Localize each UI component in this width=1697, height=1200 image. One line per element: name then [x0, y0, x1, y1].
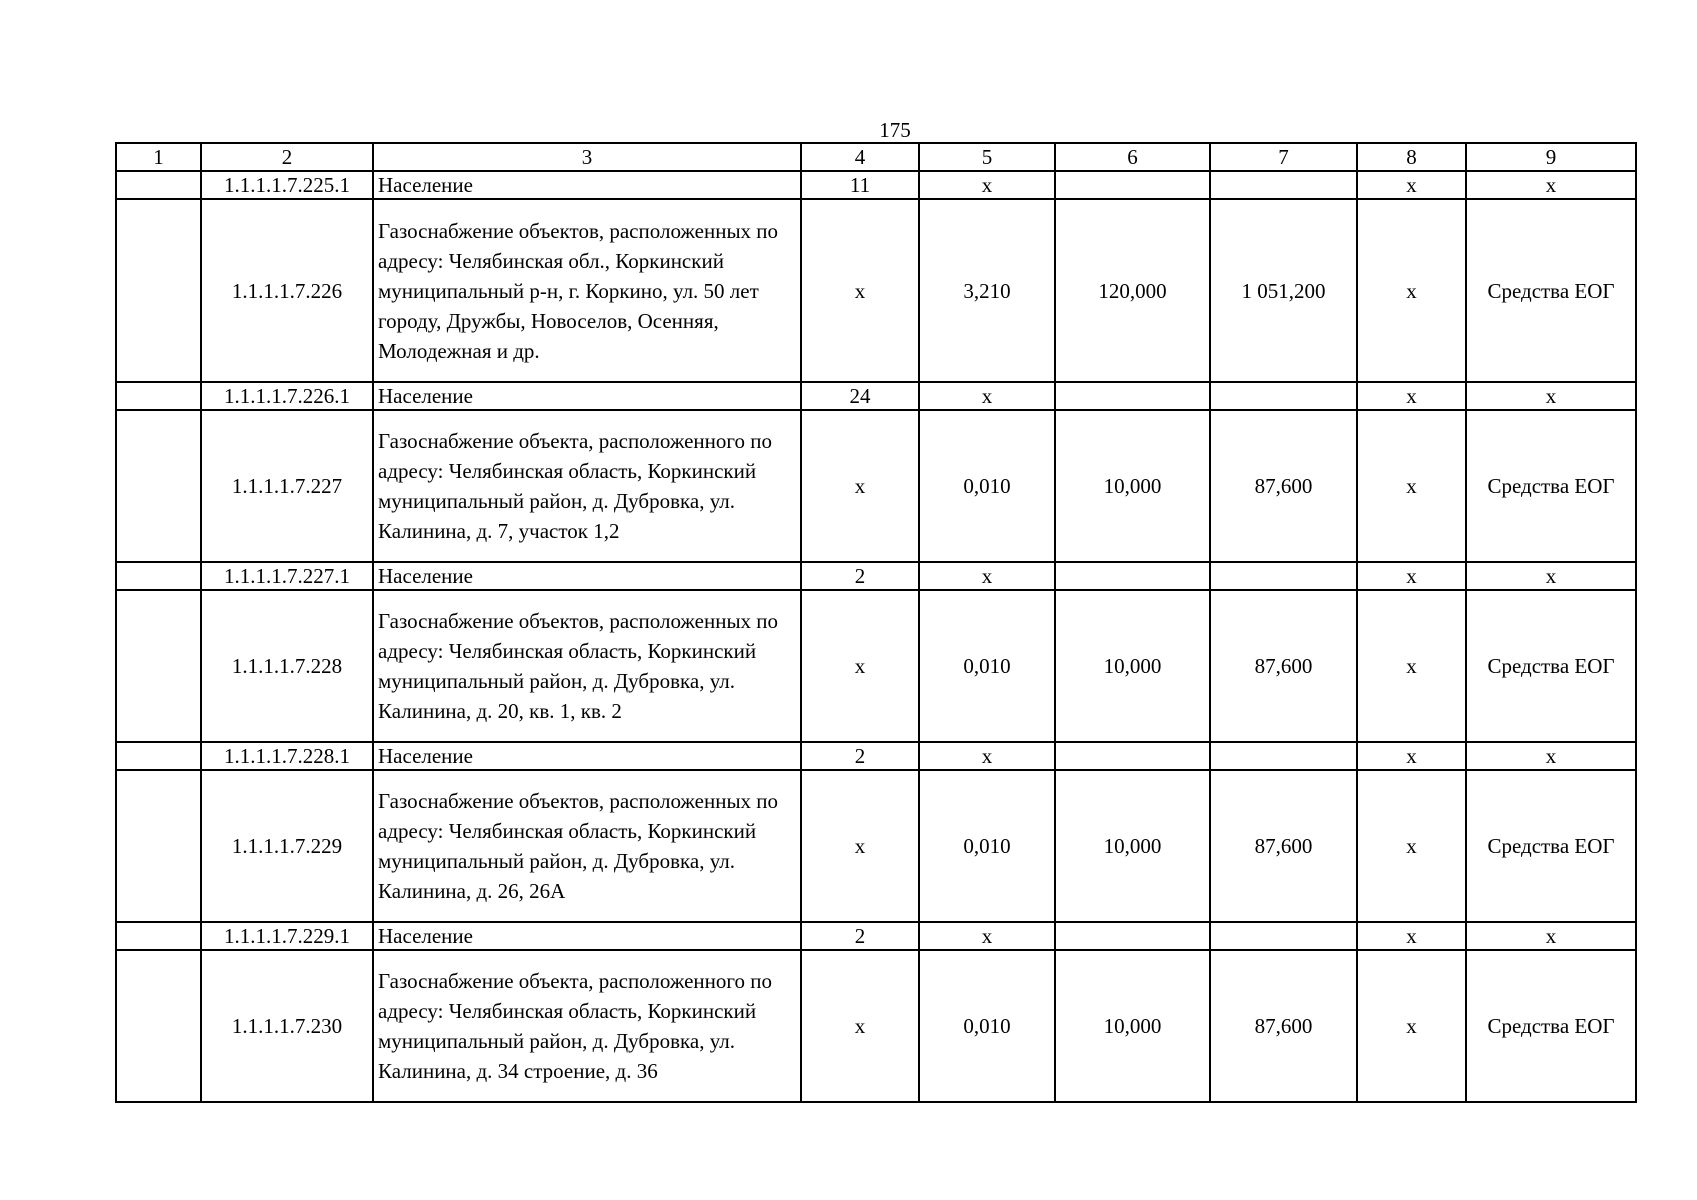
cell-description: Население: [373, 922, 801, 950]
cell-col8: х: [1357, 410, 1466, 562]
column-header: 3: [373, 143, 801, 171]
cell-col1: [116, 950, 201, 1102]
cell-col4: х: [801, 950, 919, 1102]
cell-col4: 24: [801, 382, 919, 410]
cell-col6: [1055, 171, 1210, 199]
cell-col1: [116, 382, 201, 410]
cell-col6: 10,000: [1055, 950, 1210, 1102]
cell-col6: [1055, 562, 1210, 590]
cell-code: 1.1.1.1.7.225.1: [201, 171, 373, 199]
cell-col1: [116, 922, 201, 950]
page-number: 175: [879, 118, 911, 142]
cell-col7: 87,600: [1210, 590, 1357, 742]
column-header: 7: [1210, 143, 1357, 171]
column-header-row: [116, 143, 1636, 171]
cell-col7: [1210, 562, 1357, 590]
table-row: [116, 590, 1636, 742]
cell-col5: 0,010: [919, 410, 1055, 562]
cell-col6: [1055, 922, 1210, 950]
cell-col4: 2: [801, 562, 919, 590]
cell-description: Газоснабжение объектов, расположенных по адресу: Челябинская обл., Коркинский муниципальный р-н, г. Коркино, ул. 50 лет городу, Дружбы, Новоселов, Осенняя, Молодежная и др.: [373, 199, 801, 382]
cell-funding: х: [1466, 742, 1636, 770]
cell-description: Газоснабжение объектов, расположенных по адресу: Челябинская область, Коркинский муниципальный район, д. Дубровка, ул. Калинина, д. 20, кв. 1, кв. 2: [373, 590, 801, 742]
column-header: 4: [801, 143, 919, 171]
cell-col7: [1210, 922, 1357, 950]
cell-col6: 10,000: [1055, 410, 1210, 562]
cell-col1: [116, 199, 201, 382]
column-header: 1: [116, 143, 201, 171]
cell-description: Население: [373, 171, 801, 199]
cell-code: 1.1.1.1.7.230: [201, 950, 373, 1102]
cell-col1: [116, 590, 201, 742]
cell-description: Газоснабжение объекта, расположенного по адресу: Челябинская область, Коркинский муниципальный район, д. Дубровка, ул. Калинина, д. 34 строение, д. 36: [373, 950, 801, 1102]
cell-code: 1.1.1.1.7.227.1: [201, 562, 373, 590]
cell-col4: х: [801, 590, 919, 742]
cell-description: Газоснабжение объекта, расположенного по адресу: Челябинская область, Коркинский муниципальный район, д. Дубровка, ул. Калинина, д. 7, участок 1,2: [373, 410, 801, 562]
cell-col5: 0,010: [919, 590, 1055, 742]
cell-col4: х: [801, 770, 919, 922]
cell-col4: х: [801, 410, 919, 562]
cell-code: 1.1.1.1.7.228.1: [201, 742, 373, 770]
cell-col6: [1055, 382, 1210, 410]
cell-description: Население: [373, 562, 801, 590]
cell-col8: х: [1357, 590, 1466, 742]
cell-col5: 3,210: [919, 199, 1055, 382]
data-table: [115, 142, 1637, 1103]
cell-col1: [116, 742, 201, 770]
cell-col8: х: [1357, 562, 1466, 590]
column-header: 5: [919, 143, 1055, 171]
cell-col1: [116, 562, 201, 590]
cell-description: Население: [373, 742, 801, 770]
cell-col8: х: [1357, 922, 1466, 950]
table-row: [116, 171, 1636, 199]
cell-col7: 87,600: [1210, 410, 1357, 562]
cell-col1: [116, 410, 201, 562]
cell-funding: Средства ЕОГ: [1466, 590, 1636, 742]
table-row: [116, 742, 1636, 770]
cell-funding: х: [1466, 382, 1636, 410]
table-row: [116, 562, 1636, 590]
cell-funding: Средства ЕОГ: [1466, 199, 1636, 382]
cell-col8: х: [1357, 770, 1466, 922]
cell-code: 1.1.1.1.7.227: [201, 410, 373, 562]
cell-col6: 10,000: [1055, 770, 1210, 922]
cell-code: 1.1.1.1.7.226: [201, 199, 373, 382]
cell-col6: 10,000: [1055, 590, 1210, 742]
cell-col8: х: [1357, 742, 1466, 770]
cell-code: 1.1.1.1.7.226.1: [201, 382, 373, 410]
table-row: [116, 199, 1636, 382]
cell-col8: х: [1357, 382, 1466, 410]
column-header: 8: [1357, 143, 1466, 171]
cell-col7: 87,600: [1210, 950, 1357, 1102]
table-row: [116, 410, 1636, 562]
cell-col1: [116, 171, 201, 199]
cell-col5: х: [919, 382, 1055, 410]
cell-col1: [116, 770, 201, 922]
cell-code: 1.1.1.1.7.228: [201, 590, 373, 742]
cell-col8: х: [1357, 171, 1466, 199]
cell-col7: [1210, 382, 1357, 410]
cell-col4: 2: [801, 742, 919, 770]
cell-code: 1.1.1.1.7.229: [201, 770, 373, 922]
cell-col5: х: [919, 922, 1055, 950]
cell-col7: 87,600: [1210, 770, 1357, 922]
cell-col8: х: [1357, 199, 1466, 382]
cell-funding: Средства ЕОГ: [1466, 770, 1636, 922]
cell-description: Газоснабжение объектов, расположенных по адресу: Челябинская область, Коркинский муниципальный район, д. Дубровка, ул. Калинина, д. 26, 26А: [373, 770, 801, 922]
cell-col6: 120,000: [1055, 199, 1210, 382]
column-header: 2: [201, 143, 373, 171]
cell-col7: [1210, 742, 1357, 770]
cell-col5: 0,010: [919, 770, 1055, 922]
cell-funding: Средства ЕОГ: [1466, 950, 1636, 1102]
cell-col5: х: [919, 742, 1055, 770]
cell-col4: 2: [801, 922, 919, 950]
cell-funding: х: [1466, 171, 1636, 199]
cell-funding: х: [1466, 562, 1636, 590]
table-row: [116, 922, 1636, 950]
cell-funding: х: [1466, 922, 1636, 950]
cell-col5: 0,010: [919, 950, 1055, 1102]
cell-col8: х: [1357, 950, 1466, 1102]
cell-col5: х: [919, 171, 1055, 199]
cell-col7: 1 051,200: [1210, 199, 1357, 382]
table-row: [116, 770, 1636, 922]
cell-col4: 11: [801, 171, 919, 199]
cell-col5: х: [919, 562, 1055, 590]
column-header: 6: [1055, 143, 1210, 171]
cell-col4: х: [801, 199, 919, 382]
cell-col7: [1210, 171, 1357, 199]
cell-description: Население: [373, 382, 801, 410]
column-header: 9: [1466, 143, 1636, 171]
cell-col6: [1055, 742, 1210, 770]
table-row: [116, 382, 1636, 410]
cell-code: 1.1.1.1.7.229.1: [201, 922, 373, 950]
cell-funding: Средства ЕОГ: [1466, 410, 1636, 562]
table-row: [116, 950, 1636, 1102]
